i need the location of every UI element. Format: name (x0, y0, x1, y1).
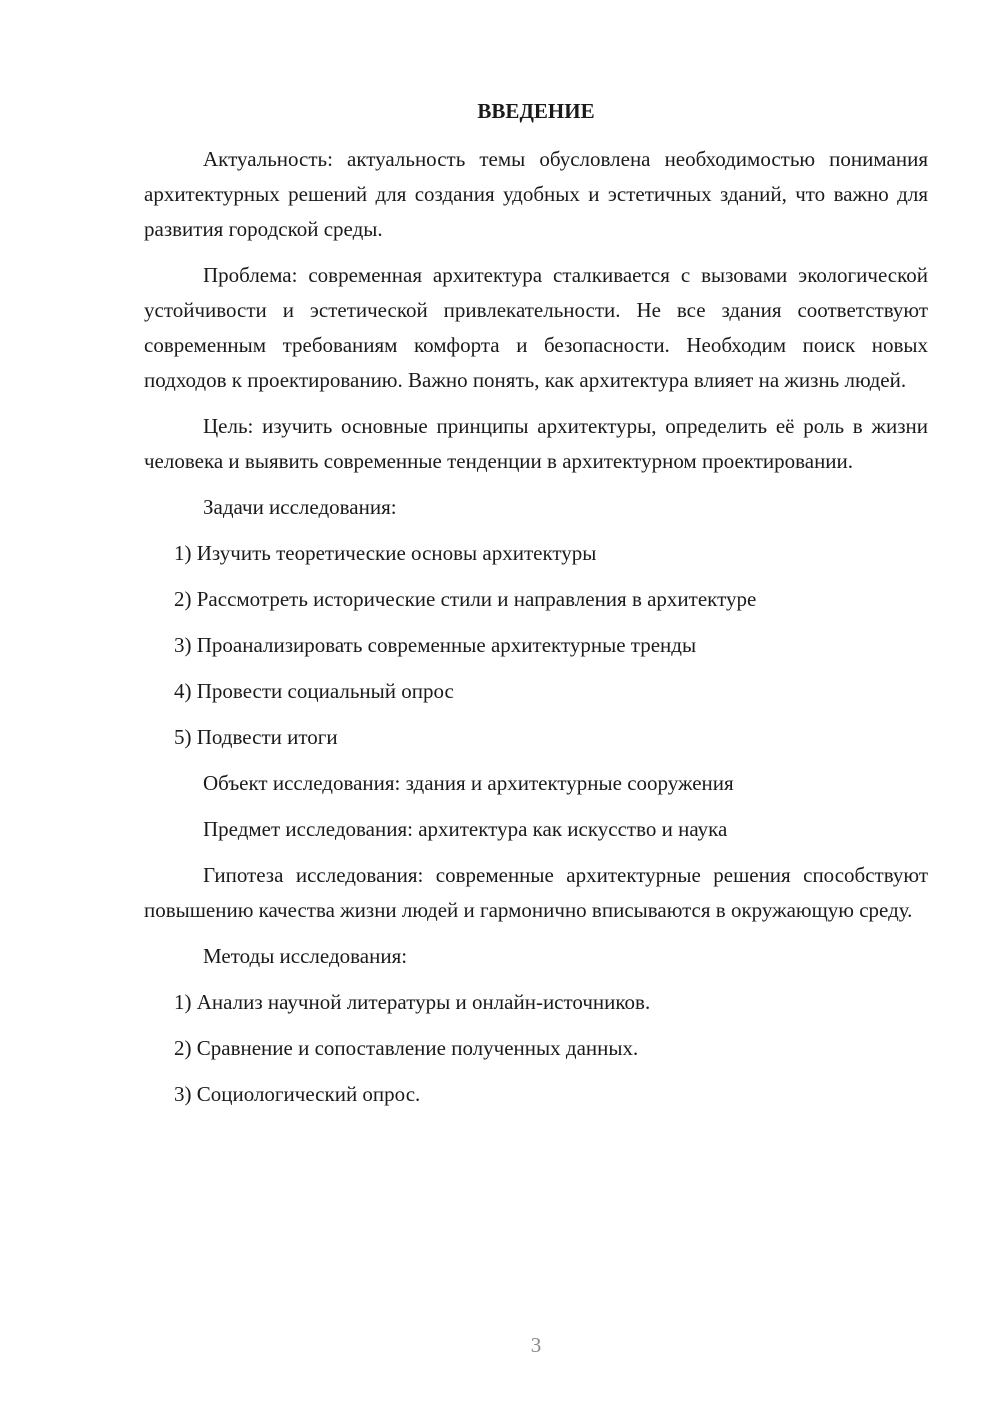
hypothesis-paragraph: Гипотеза исследования: современные архитектурные решения способствуют повышению качества жизни людей и гармонично вписываются в окружающую среду. (144, 863, 928, 922)
task-item: 1) Изучить теоретические основы архитектуры (174, 541, 597, 565)
object-paragraph: Объект исследования: здания и архитектурные сооружения (203, 771, 734, 795)
section-heading: ВВЕДЕНИЕ (477, 99, 595, 123)
methods-title: Методы исследования: (203, 944, 408, 968)
task-item: 5) Подвести итоги (174, 725, 338, 749)
subject-paragraph: Предмет исследования: архитектура как искусство и наука (203, 817, 728, 841)
task-item: 3) Проанализировать современные архитектурные тренды (174, 633, 697, 657)
task-item: 2) Рассмотреть исторические стили и направления в архитектуре (174, 587, 757, 611)
relevance-paragraph: Актуальность: актуальность темы обусловлена необходимостью понимания архитектурных решений для создания удобных и эстетичных зданий, что важно для развития городской среды. (144, 147, 928, 241)
page-number: 3 (530, 1333, 542, 1357)
task-item: 4) Провести социальный опрос (174, 679, 454, 703)
document-page (144, 0, 928, 1414)
goal-paragraph: Цель: изучить основные принципы архитектуры, определить её роль в жизни человека и выявить современные тенденции в архитектурном проектировании. (144, 414, 928, 473)
method-item: 3) Социологический опрос. (174, 1082, 421, 1106)
method-item: 1) Анализ научной литературы и онлайн-источников. (174, 990, 651, 1014)
tasks-title: Задачи исследования: (203, 495, 397, 519)
problem-paragraph: Проблема: современная архитектура сталкивается с вызовами экологической устойчивости и эстетической привлекательности. Не все здания соответствуют современным требованиям комфорта и безопасности. Необходим поиск новых подходов к проектированию. Важно понять, как архитектура влияет на жизнь людей. (144, 263, 928, 392)
document-body (144, 142, 928, 1123)
method-item: 2) Сравнение и сопоставление полученных данных. (174, 1036, 639, 1060)
